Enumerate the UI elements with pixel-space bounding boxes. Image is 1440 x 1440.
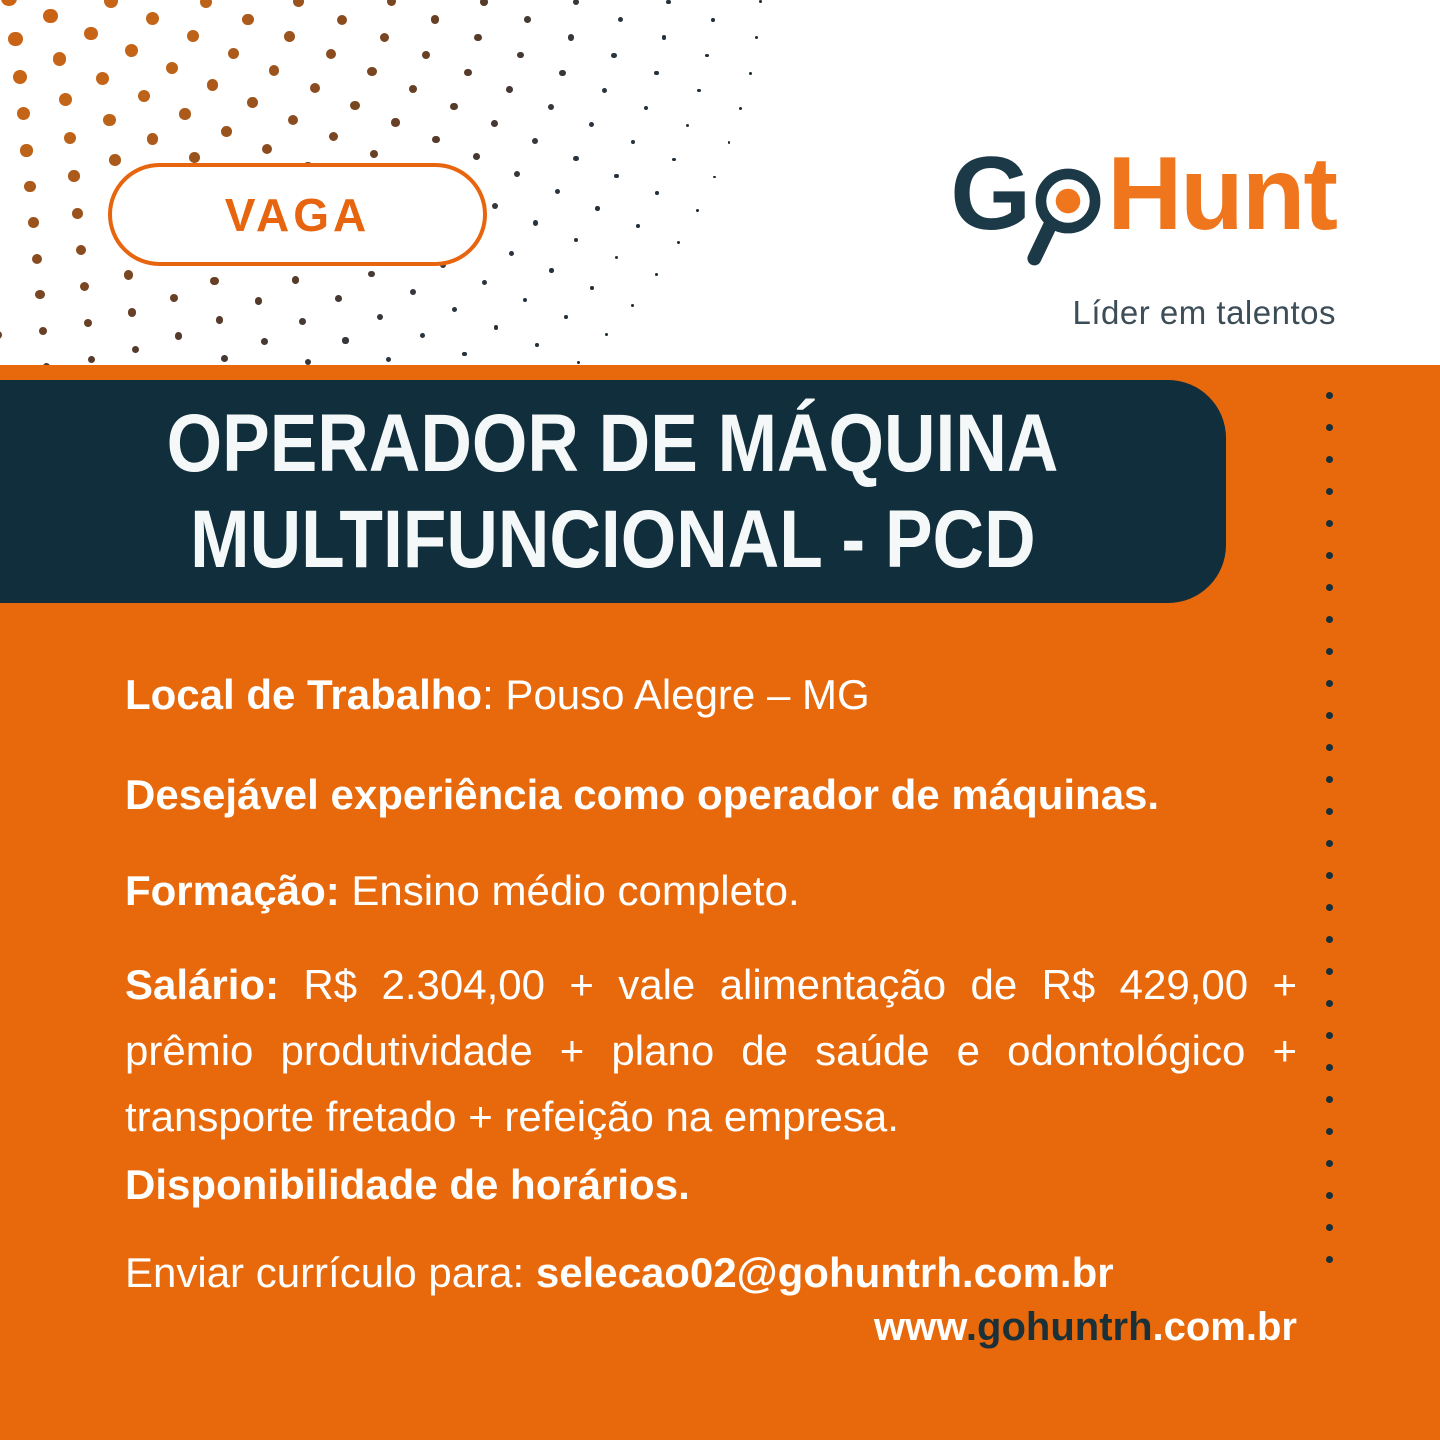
logo-word-hunt: Hunt: [1107, 136, 1336, 252]
website-www: www: [874, 1305, 966, 1349]
job-details: [125, 0, 1297, 1440]
website-line[interactable]: [125, 1294, 1297, 1360]
logo-letter-g: G: [950, 136, 1030, 252]
education-line: [125, 858, 1297, 924]
vaga-badge-label: VAGA: [224, 188, 371, 241]
apply-instruction: Enviar currículo para:: [125, 1249, 536, 1296]
website-tld: .com.br: [1152, 1305, 1297, 1349]
availability-line: Disponibilidade de horários.: [125, 1161, 690, 1208]
education-label: Formação:: [125, 867, 340, 914]
logo-tagline: Líder em talentos: [1072, 294, 1336, 331]
education-value: Ensino médio completo.: [339, 867, 800, 914]
salary-label: Salário:: [125, 961, 280, 1008]
work-location-line: [125, 662, 1297, 728]
salary-paragraph: [125, 952, 1297, 1150]
job-title-line1: OPERADOR DE MÁQUINA: [167, 397, 1059, 489]
salary-value: R$ 2.304,00 + vale alimentação de R$ 429,00 + prêmio produtividade + plano de saúde e odontológico + transporte fretado + refeição na empresa.: [125, 961, 1297, 1140]
job-title-line2: MULTIFUNCIONAL - PCD: [190, 493, 1036, 585]
work-location-value: : Pouso Alegre – MG: [482, 671, 870, 718]
experience-line: Desejável experiência como operador de máquinas.: [125, 771, 1160, 818]
website-domain: .gohuntrh: [965, 1305, 1153, 1349]
apply-email[interactable]: selecao02@gohuntrh.com.br: [535, 1249, 1114, 1296]
work-location-label: Local de Trabalho: [125, 671, 483, 718]
